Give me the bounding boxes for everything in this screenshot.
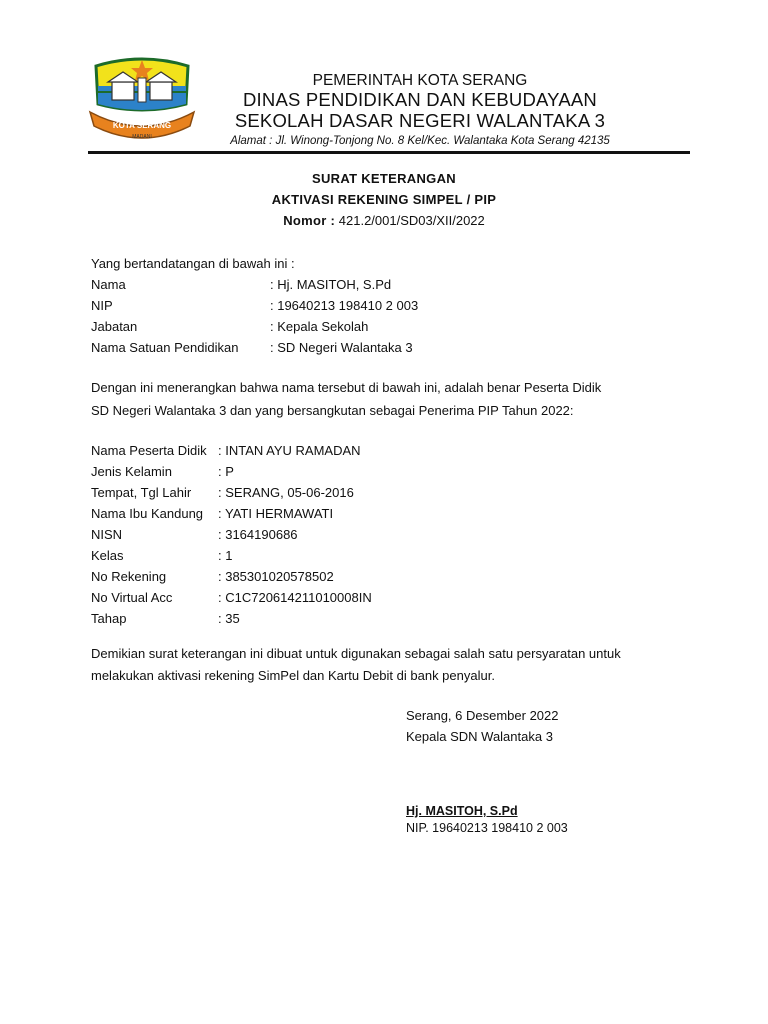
signer-value: : 19640213 198410 2 003 [270, 298, 419, 313]
student-label: Nama Peserta Didik [91, 443, 207, 458]
letter-number-label: Nomor : [283, 213, 336, 228]
student-label: Tahap [91, 611, 127, 626]
signer-value: : Kepala Sekolah [270, 319, 369, 334]
letterhead-address: Alamat : Jl. Winong-Tonjong No. 8 Kel/Kec. Walantaka Kota Serang 42135 [230, 135, 610, 147]
signature-position: Kepala SDN Walantaka 3 [406, 729, 553, 744]
closing-line1: Demikian surat keterangan ini dibuat untuk digunakan sebagai salah satu persyaratan untuk [91, 646, 621, 661]
letterhead-line3: SEKOLAH DASAR NEGERI WALANTAKA 3 [234, 110, 606, 131]
signature-name: Hj. MASITOH, S.Pd [406, 804, 518, 818]
statement-line1: Dengan ini menerangkan bahwa nama tersebut di bawah ini, adalah benar Peserta Didik [91, 380, 602, 395]
intro-text: Yang bertandatangan di bawah ini : [91, 256, 295, 271]
student-label: Kelas [91, 548, 124, 563]
student-value: : INTAN AYU RAMADAN [218, 443, 361, 458]
student-value: : SERANG, 05-06-2016 [218, 485, 354, 500]
logo-motto: MADANI [132, 134, 152, 140]
letterhead-line1: PEMERINTAH KOTA SERANG [312, 72, 528, 89]
signer-label: Nama Satuan Pendidikan [91, 340, 239, 355]
signer-label: Nama [91, 277, 126, 292]
signer-value: : Hj. MASITOH, S.Pd [270, 277, 392, 292]
student-label: Nama Ibu Kandung [91, 506, 204, 521]
signer-value: : SD Negeri Walantaka 3 [270, 340, 413, 355]
student-value: : 385301020578502 [218, 569, 334, 584]
student-label: Jenis Kelamin [91, 464, 172, 479]
letterhead [200, 72, 640, 149]
student-label: No Rekening [91, 569, 167, 584]
student-label: Tempat, Tgl Lahir [91, 485, 192, 500]
letter-subtitle: AKTIVASI REKENING SIMPEL / PIP [271, 192, 497, 207]
student-value: : YATI HERMAWATI [218, 506, 334, 521]
student-value: : P [218, 464, 234, 479]
logo-ribbon-text: KOTA SERANG [112, 121, 172, 130]
letter-number-value: 421.2/001/SD03/XII/2022 [338, 213, 485, 228]
signer-label: NIP [91, 298, 113, 313]
closing-line2: melakukan aktivasi rekening SimPel dan Kartu Debit di bank penyalur. [91, 668, 495, 683]
letter-number [0, 213, 768, 228]
signer-label: Jabatan [91, 319, 138, 334]
student-value: : 1 [218, 548, 233, 563]
kota-serang-logo [86, 52, 198, 148]
signature-place-date: Serang, 6 Desember 2022 [406, 708, 559, 723]
student-value: : C1C720614211010008IN [218, 590, 372, 605]
student-value: : 35 [218, 611, 240, 626]
letterhead-line2: DINAS PENDIDIKAN DAN KEBUDAYAAN [242, 89, 597, 110]
signature-nip: NIP. 19640213 198410 2 003 [406, 821, 568, 835]
letter-title: SURAT KETERANGAN [312, 171, 456, 186]
student-label: NISN [91, 527, 123, 542]
statement-line2: SD Negeri Walantaka 3 dan yang bersangkutan sebagai Penerima PIP Tahun 2022: [91, 403, 574, 418]
student-label: No Virtual Acc [91, 590, 173, 605]
student-value: : 3164190686 [218, 527, 298, 542]
letterhead-divider [88, 151, 690, 154]
